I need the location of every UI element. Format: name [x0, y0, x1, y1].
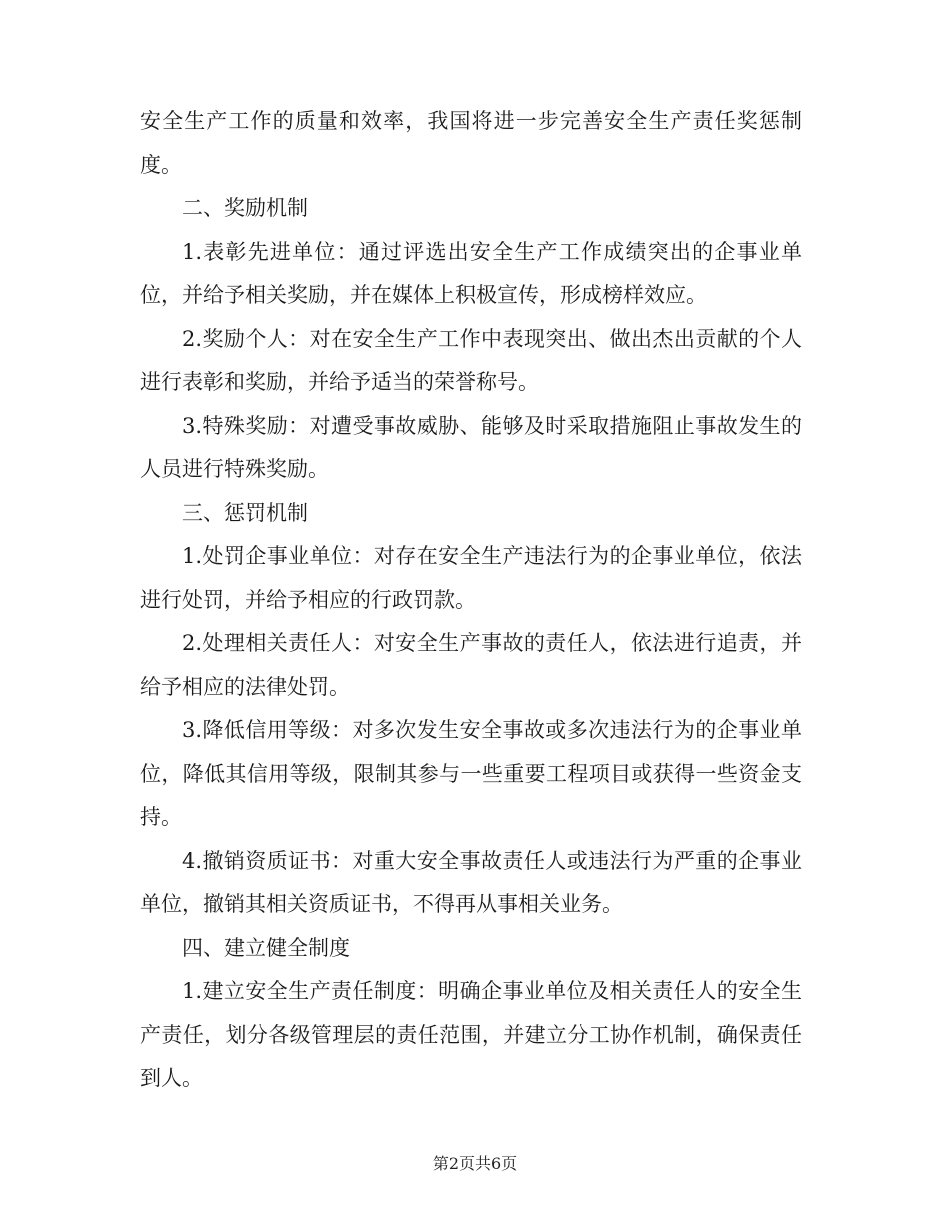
paragraph-intro-continued: 安全生产工作的质量和效率，我国将进一步完善安全生产责任奖惩制度。	[140, 109, 802, 177]
paragraph-penalty-units: 1.处罚企事业单位：对存在安全生产违法行为的企事业单位，依法进行处罚，并给予相应的行政罚款。	[140, 544, 802, 612]
section-heading-rewards: 二、奖励机制	[182, 196, 308, 220]
paragraph-credit-downgrade: 3.降低信用等级：对多次发生安全事故或多次违法行为的企事业单位，降低其信用等级，限制其参与一些重要工程项目或获得一些资金支持。	[140, 718, 802, 829]
paragraph-reward-individuals: 2.奖励个人：对在安全生产工作中表现突出、做出杰出贡献的个人进行表彰和奖励，并给予适当的荣誉称号。	[140, 326, 802, 394]
paragraph-responsibility-system: 1.建立安全生产责任制度：明确企事业单位及相关责任人的安全生产责任，划分各级管理层的责任范围，并建立分工协作机制，确保责任到人。	[140, 979, 802, 1090]
paragraph-penalty-persons: 2.处理相关责任人：对安全生产事故的责任人，依法进行追责，并给予相应的法律处罚。	[140, 631, 802, 699]
paragraph-reward-units: 1.表彰先进单位：通过评选出安全生产工作成绩突出的企事业单位，并给予相关奖励，并在媒体上积极宣传，形成榜样效应。	[140, 239, 802, 307]
paragraph-revoke-certificates: 4.撤销资质证书：对重大安全事故责任人或违法行为严重的企事业单位，撤销其相关资质证书，不得再从事相关业务。	[140, 848, 802, 916]
document-body	[140, 100, 802, 1101]
section-heading-penalties: 三、惩罚机制	[182, 500, 308, 525]
section-heading-systems: 四、建立健全制度	[182, 935, 350, 960]
page-number-footer: 第2页共6页	[432, 1154, 518, 1173]
paragraph-special-rewards: 3.特殊奖励：对遭受事故威胁、能够及时采取措施阻止事故发生的人员进行特殊奖励。	[140, 413, 802, 481]
